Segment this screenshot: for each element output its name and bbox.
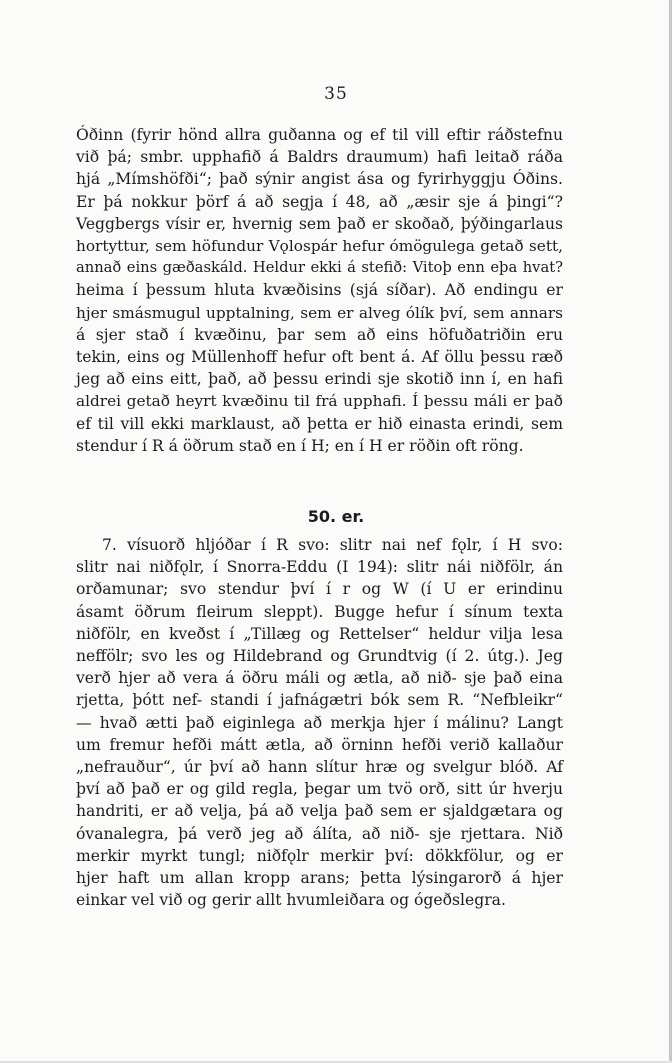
text-line: — hvað ætti það eiginlega að merkja hjer í málinu? Langt <box>76 713 563 732</box>
text-line: jeg að eins eitt, það, að þessu erindi sje skotið inn í, en hafi <box>76 370 563 389</box>
text-line: ef til vill ekki marklaust, að þetta er hið einasta erindi, sem <box>76 414 563 433</box>
text-line: óvanalegra, þá verð jeg að álíta, að nið- sje rjettara. Nið <box>76 824 563 843</box>
paragraph-odinn <box>76 124 563 457</box>
section-heading: 50. er. <box>307 507 365 526</box>
text-line: því að það er og gild regla, þegar um tvö orð, sitt úr hverju <box>76 780 563 799</box>
text-line: ásamt öðrum fleirum sleppt). Bugge hefur í sínum texta <box>76 602 563 621</box>
text-line: hjer haft um allan kropp arans; þetta lýsingarorð á hjer <box>76 869 563 888</box>
text-line: neffölr; svo les og Hildebrand og Grundtvig (í 2. útg.). Jeg <box>76 647 563 666</box>
text-line: við þá; smbr. upphafið á Baldrs draumum) hafi leitað ráða <box>76 148 563 167</box>
text-line: einkar vel við og gerir allt hvumleiðara og ógeðslegra. <box>76 891 506 910</box>
text-line: hjer smásmugul upptalning, sem er alveg ólík því, sem annars <box>76 303 563 322</box>
text-line: „nefrauður“, úr því að hann slítur hræ og svelgur blóð. Af <box>76 758 563 777</box>
text-line: niðfölr, en kveðst í „Tillæg og Rettelser“ heldur vilja lesa <box>76 624 563 643</box>
text-line: hjá „Mímshöfði“; það sýnir angist ása og fyrirhyggju Óðins. <box>76 170 563 189</box>
text-line: handriti, er að velja, þá að velja það sem er sjaldgætara og <box>76 802 563 821</box>
text-line: hortyttur, sem höfundur Vǫlospár hefur ómögulega getað sett, <box>76 237 563 256</box>
text-line: merkir myrkt tungl; niðfǫlr merkir því: dökkfölur, og er <box>76 846 563 865</box>
text-line: Óðinn (fyrir hönd allra guðanna og ef til vill eftir ráðstefnu <box>76 126 563 144</box>
text-line: Veggbergs vísir er, hvernig sem það er skoðað, þýðingarlaus <box>76 214 563 233</box>
text-line: stendur í R á öðrum stað en í H; en í H er röðin oft röng. <box>76 436 524 455</box>
text-line: 7. vísuorð hljóðar í R svo: slitr nai nef fǫlr, í H svo: <box>102 536 563 554</box>
text-line: slitr nai niðfǫlr, í Snorra-Eddu (I 194): slitr nái niðfölr, án <box>76 558 563 577</box>
text-line: orðamunar; svo stendur því í r og W (í U er erindinu <box>76 580 563 599</box>
text-line: rjetta, þótt nef- standi í jafnágætri bók sem R. “Nefbleikr“ <box>76 691 563 710</box>
paragraph-stanza-50 <box>76 534 563 911</box>
text-line: tekin, eins og Müllenhoff hefur oft bent á. Af öllu þessu ræð <box>76 348 563 367</box>
text-line: á sjer stað í kvæðinu, þar sem að eins höfuðatriðin eru <box>76 325 563 344</box>
text-line: aldrei getað heyrt kvæðinu til frá upphafi. Í þessu máli er það <box>76 392 563 411</box>
text-line: heima í þessum hluta kvæðisins (sjá síðar). Að endingu er <box>76 281 563 300</box>
text-line: Er þá nokkur þörf á að segja í 48, að „æsir sje á þingi“? <box>76 192 563 211</box>
text-line: verð hjer að vera á öðru máli og ætla, að nið- sje það eina <box>76 669 563 688</box>
text-line: um fremur hefði mátt ætla, að örninn hefði verið kallaður <box>76 735 563 754</box>
page-number: 35 <box>324 84 348 104</box>
text-line: annað eins gæðaskáld. Heldur ekki á stefið: Vitoþ enn eþa hvat? <box>76 259 563 277</box>
